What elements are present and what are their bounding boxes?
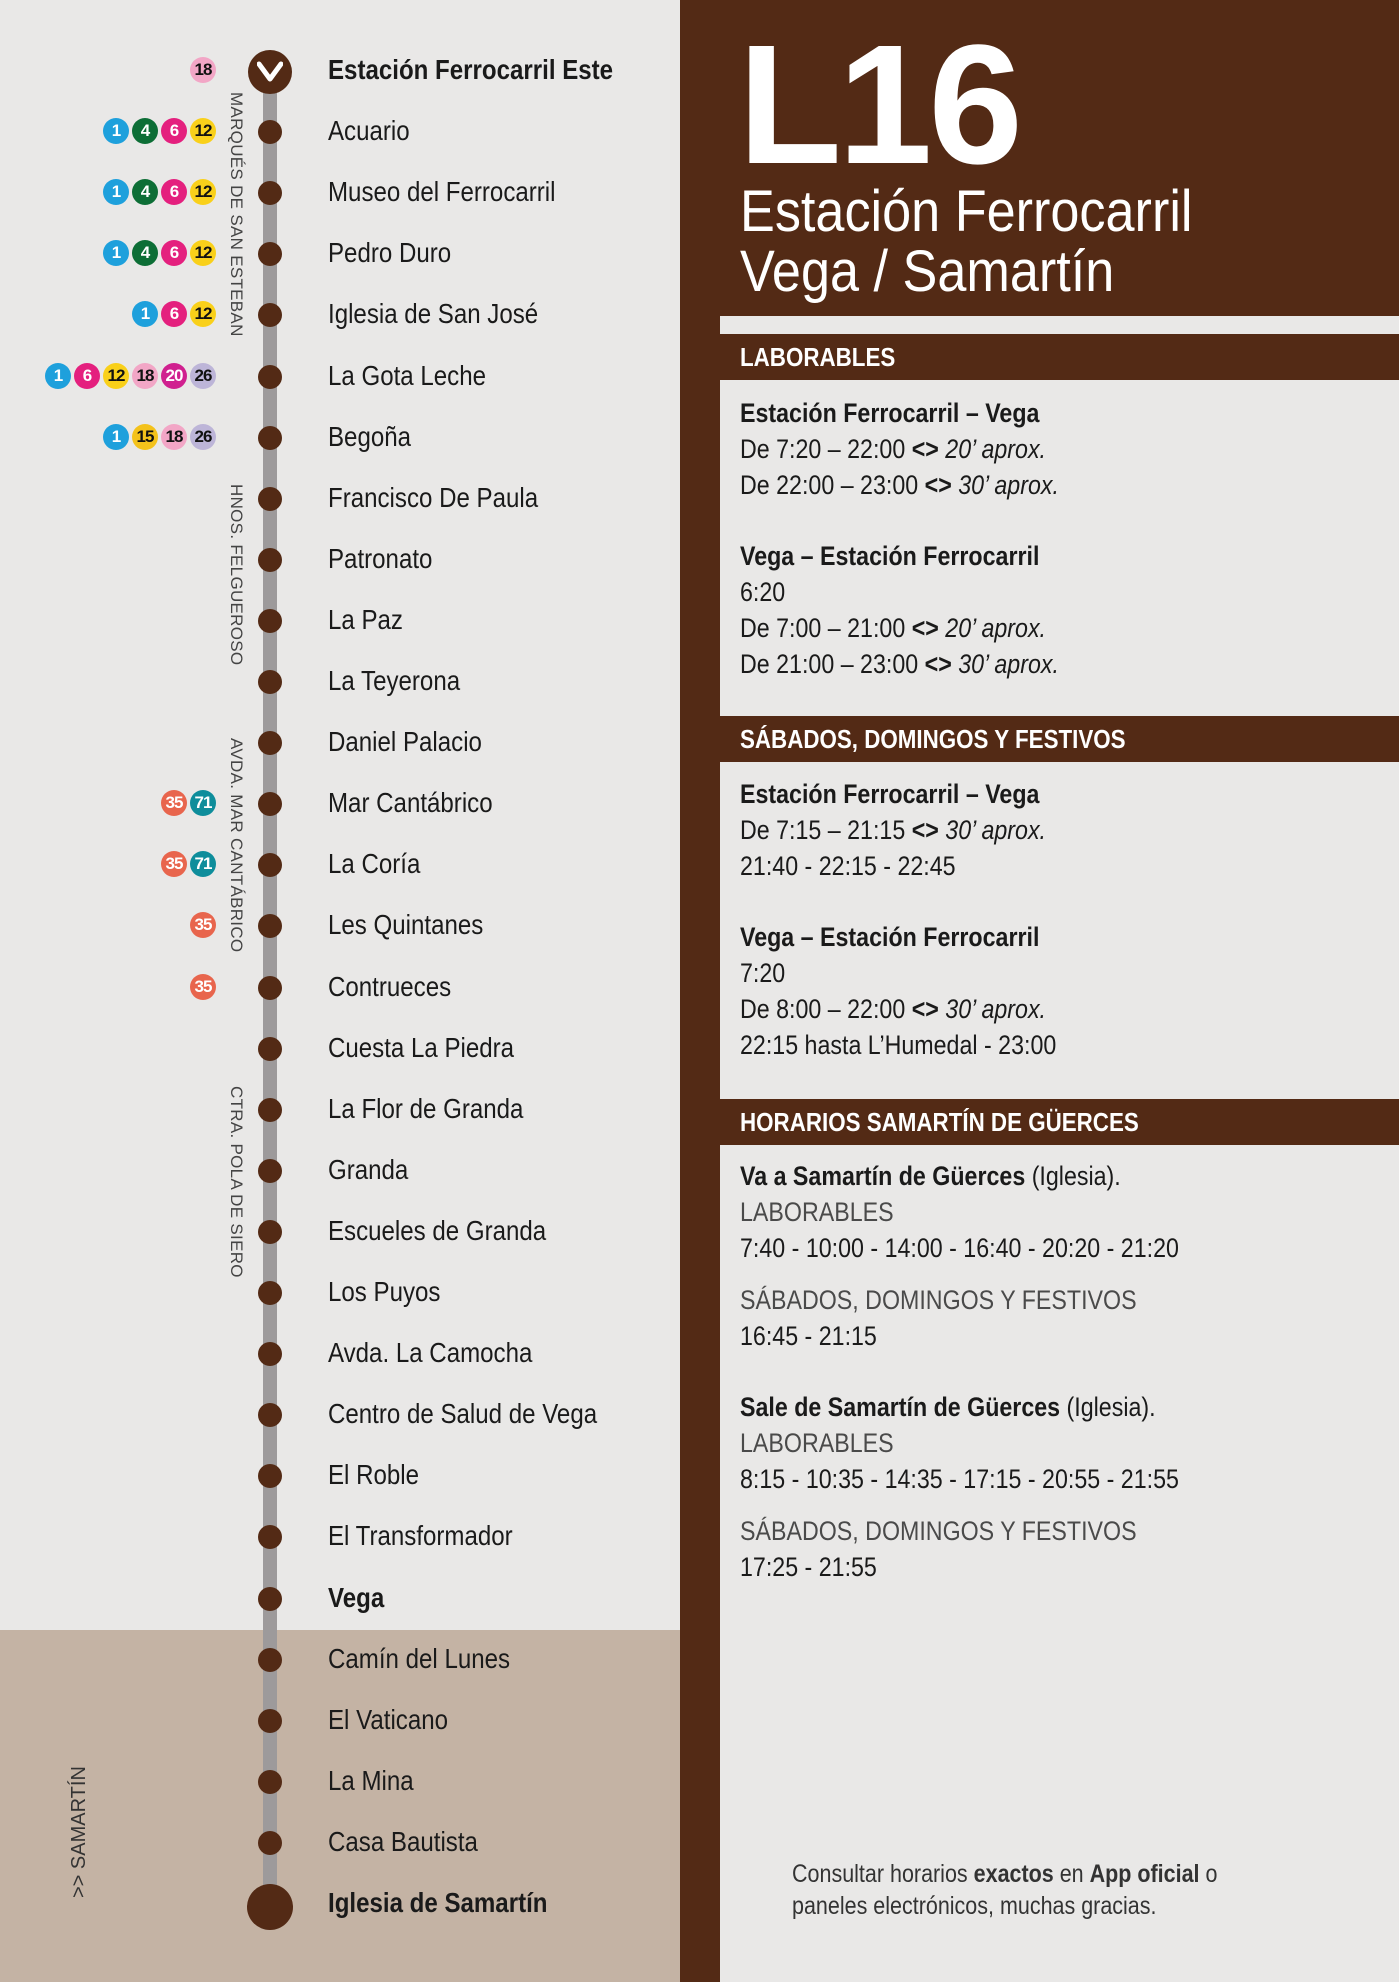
stop-dot-icon <box>258 670 282 694</box>
stop-row <box>0 422 680 452</box>
stop-name: Escueles de Granda <box>328 1214 547 1246</box>
schedule-direction-title: Estación Ferrocarril – Vega <box>740 779 1040 809</box>
section-title: HORARIOS SAMARTÍN DE GÜERCES <box>740 1107 1139 1137</box>
stop-dot-icon <box>258 1220 282 1244</box>
stop-dot-icon <box>258 1159 282 1183</box>
divider-bar <box>680 0 720 1982</box>
route-title-line1: Estación Ferrocarril <box>740 179 1193 244</box>
stop-dot-icon <box>258 1098 282 1122</box>
stop-dot-icon <box>258 792 282 816</box>
connection-badges <box>103 179 216 205</box>
schedule-line: De 7:15 – 21:15 <> 30’ aprox. <box>740 815 1047 845</box>
stop-dot-icon <box>258 1587 282 1611</box>
stop-row <box>0 1644 680 1674</box>
stop-dot-icon <box>258 1342 282 1366</box>
line-badge: 26 <box>190 363 216 389</box>
terminus-marker-icon <box>247 1884 293 1930</box>
line-badge: 15 <box>132 424 158 450</box>
street-label-pola-siero: CTRA. POLA DE SIERO <box>227 1086 246 1278</box>
stop-name: Francisco De Paula <box>328 481 539 513</box>
stop-row <box>0 177 680 207</box>
line-badge: 4 <box>132 118 158 144</box>
stop-row <box>0 544 680 574</box>
street-label-marques: MARQUÉS DE SAN ESTEBAN <box>227 92 246 337</box>
stop-row <box>0 1583 680 1613</box>
stop-row <box>0 1155 680 1185</box>
day-type-label: LABORABLES <box>740 1197 894 1227</box>
stop-row <box>0 483 680 513</box>
stop-row <box>0 1827 680 1857</box>
route-title-line2: Vega / Samartín <box>740 239 1115 304</box>
stop-name: Les Quintanes <box>328 909 484 941</box>
line-badge: 1 <box>103 179 129 205</box>
line-badge: 1 <box>132 301 158 327</box>
section-laborables <box>720 334 1399 380</box>
stop-name: Los Puyos <box>328 1276 441 1307</box>
line-badge: 71 <box>190 851 216 877</box>
line-badge: 6 <box>161 301 187 327</box>
line-badge: 1 <box>103 240 129 266</box>
stop-name: Granda <box>328 1153 409 1185</box>
stop-row <box>0 1277 680 1307</box>
samartin-outbound-title: Va a Samartín de Güerces (Iglesia). <box>740 1161 1121 1191</box>
stop-dot-icon <box>258 1281 282 1305</box>
stop-row <box>0 1766 680 1796</box>
samartin-return-title: Sale de Samartín de Güerces (Iglesia). <box>740 1392 1156 1422</box>
schedule-line: De 7:20 – 22:00 <> 20’ aprox. <box>740 434 1047 464</box>
stop-row <box>0 55 680 85</box>
day-type-label: SÁBADOS, DOMINGOS Y FESTIVOS <box>740 1516 1137 1546</box>
stop-row <box>0 910 680 940</box>
connection-badges <box>45 363 216 389</box>
day-type-label: SÁBADOS, DOMINGOS Y FESTIVOS <box>740 1285 1137 1315</box>
stop-dot-icon <box>258 1770 282 1794</box>
line-badge: 1 <box>45 363 71 389</box>
stop-row <box>0 299 680 329</box>
street-label-felgueroso: HNOS. FELGUEROSO <box>227 484 246 666</box>
footer-note: Consultar horarios exactos en App oficial o paneles electrónicos, muchas gracias. <box>792 1860 1218 1920</box>
schedule-line: 7:20 <box>740 958 786 988</box>
stop-name: Camín del Lunes <box>328 1642 511 1674</box>
schedule-direction-title: Vega – Estación Ferrocarril <box>740 922 1040 952</box>
schedule-line: De 7:00 – 21:00 <> 20’ aprox. <box>740 613 1047 643</box>
stop-dot-icon <box>258 1464 282 1488</box>
stop-name: La Gota Leche <box>328 359 486 391</box>
connection-badges <box>161 851 216 877</box>
stop-name: Mar Cantábrico <box>328 787 493 819</box>
connection-badges <box>103 424 216 450</box>
connection-badges <box>103 240 216 266</box>
stop-name: Cuesta La Piedra <box>328 1031 515 1063</box>
stop-dot-icon <box>258 181 282 205</box>
stop-row <box>0 1094 680 1124</box>
stop-name: Iglesia de Samartín <box>328 1887 548 1918</box>
schedule-line: 22:15 hasta L’Humedal - 23:00 <box>740 1030 1057 1060</box>
connection-badges <box>132 301 216 327</box>
line-badge: 35 <box>190 912 216 938</box>
stop-row <box>0 1399 680 1429</box>
stop-name: La Teyerona <box>328 665 461 696</box>
stop-row <box>0 361 680 391</box>
connection-badges <box>190 974 216 1000</box>
connection-badges <box>190 57 216 83</box>
samartin-direction-label: >> SAMARTÍN <box>68 1766 90 1898</box>
samartin-zone <box>0 1630 680 1982</box>
stop-row <box>0 1460 680 1490</box>
stop-row <box>0 972 680 1002</box>
stop-name: Iglesia de San José <box>328 298 539 330</box>
stop-name: Begoña <box>328 420 412 452</box>
line-badge: 6 <box>161 179 187 205</box>
stop-name: Contrueces <box>328 970 452 1002</box>
stop-name: Casa Bautista <box>328 1825 478 1857</box>
stop-dot-icon <box>258 853 282 877</box>
stop-dot-icon <box>258 1709 282 1733</box>
stop-dot-icon <box>258 120 282 144</box>
origin-marker-icon <box>248 50 292 94</box>
stop-row <box>0 1521 680 1551</box>
stop-row <box>0 1338 680 1368</box>
line-badge: 12 <box>190 118 216 144</box>
stop-dot-icon <box>258 242 282 266</box>
stop-dot-icon <box>258 548 282 572</box>
connection-badges <box>103 118 216 144</box>
route-title <box>740 179 1193 304</box>
stop-row <box>0 605 680 635</box>
stop-name: La Paz <box>328 603 403 635</box>
line-badge: 12 <box>190 240 216 266</box>
schedule-line: De 8:00 – 22:00 <> 30’ aprox. <box>740 994 1047 1024</box>
stop-row <box>0 1705 680 1735</box>
line-badge: 18 <box>132 363 158 389</box>
line-number: L16 <box>738 10 1019 200</box>
line-badge: 35 <box>190 974 216 1000</box>
stop-dot-icon <box>258 1037 282 1061</box>
stop-dot-icon <box>258 1403 282 1427</box>
stop-row <box>0 727 680 757</box>
stop-row <box>0 1888 680 1918</box>
schedule-line: De 21:00 – 23:00 <> 30’ aprox. <box>740 649 1059 679</box>
stop-dot-icon <box>258 914 282 938</box>
connection-badges <box>190 912 216 938</box>
stop-dot-icon <box>258 1525 282 1549</box>
line-badge: 35 <box>161 790 187 816</box>
stop-name: La Mina <box>328 1764 414 1796</box>
stop-row <box>0 1216 680 1246</box>
stop-name: Daniel Palacio <box>328 726 482 758</box>
connection-badges <box>161 790 216 816</box>
stop-dot-icon <box>258 1648 282 1672</box>
departure-times: 17:25 - 21:55 <box>740 1552 877 1582</box>
line-badge: 12 <box>190 179 216 205</box>
departure-times: 7:40 - 10:00 - 14:00 - 16:40 - 20:20 - 21:20 <box>740 1233 1179 1263</box>
stop-dot-icon <box>258 731 282 755</box>
section-title: LABORABLES <box>740 342 896 372</box>
schedule-line: 6:20 <box>740 577 786 607</box>
line-badge: 4 <box>132 179 158 205</box>
line-badge: 6 <box>161 118 187 144</box>
stop-row <box>0 788 680 818</box>
line-badge: 26 <box>190 424 216 450</box>
line-badge: 12 <box>103 363 129 389</box>
line-badge: 6 <box>74 363 100 389</box>
line-badge: 6 <box>161 240 187 266</box>
stop-dot-icon <box>258 487 282 511</box>
line-badge: 18 <box>161 424 187 450</box>
line-badge: 20 <box>161 363 187 389</box>
stop-row <box>0 666 680 696</box>
stop-name: El Roble <box>328 1459 420 1491</box>
line-badge: 4 <box>132 240 158 266</box>
line-badge: 12 <box>190 301 216 327</box>
departure-times: 16:45 - 21:15 <box>740 1321 877 1351</box>
line-badge: 35 <box>161 851 187 877</box>
stop-name: Estación Ferrocarril Este <box>328 54 614 85</box>
stop-name: El Vaticano <box>328 1703 449 1735</box>
stop-dot-icon <box>258 609 282 633</box>
stop-name: Centro de Salud de Vega <box>328 1398 598 1430</box>
stop-name: Patronato <box>328 542 433 574</box>
stop-row <box>0 849 680 879</box>
stop-dot-icon <box>258 365 282 389</box>
street-label-mar-cantabrico: AVDA. MAR CANTÁBRICO <box>227 738 246 953</box>
stop-name: La Coría <box>328 848 421 880</box>
stop-name: Acuario <box>328 115 410 147</box>
stop-dot-icon <box>258 426 282 450</box>
schedule-line: 21:40 - 22:15 - 22:45 <box>740 851 956 881</box>
stop-row <box>0 116 680 146</box>
stop-row <box>0 1033 680 1063</box>
stop-name: Vega <box>328 1581 385 1613</box>
line-badge: 1 <box>103 424 129 450</box>
stop-dot-icon <box>258 303 282 327</box>
line-badge: 71 <box>190 790 216 816</box>
schedule-direction-title: Estación Ferrocarril – Vega <box>740 398 1040 428</box>
stop-name: Pedro Duro <box>328 237 452 269</box>
section-festivos <box>720 716 1399 762</box>
departure-times: 8:15 - 10:35 - 14:35 - 17:15 - 20:55 - 21:55 <box>740 1464 1179 1494</box>
schedule-direction-title: Vega – Estación Ferrocarril <box>740 541 1040 571</box>
section-samartin <box>720 1099 1399 1145</box>
day-type-label: LABORABLES <box>740 1428 894 1458</box>
stop-name: Avda. La Camocha <box>328 1337 533 1369</box>
line-badge: 18 <box>190 57 216 83</box>
section-title: SÁBADOS, DOMINGOS Y FESTIVOS <box>740 724 1126 754</box>
stop-name: El Transformador <box>328 1520 513 1552</box>
stop-name: La Flor de Granda <box>328 1092 524 1124</box>
stop-row <box>0 238 680 268</box>
stop-dot-icon <box>258 976 282 1000</box>
stop-dot-icon <box>258 1831 282 1855</box>
stop-name: Museo del Ferrocarril <box>328 176 556 208</box>
schedule-line: De 22:00 – 23:00 <> 30’ aprox. <box>740 470 1059 500</box>
line-badge: 1 <box>103 118 129 144</box>
